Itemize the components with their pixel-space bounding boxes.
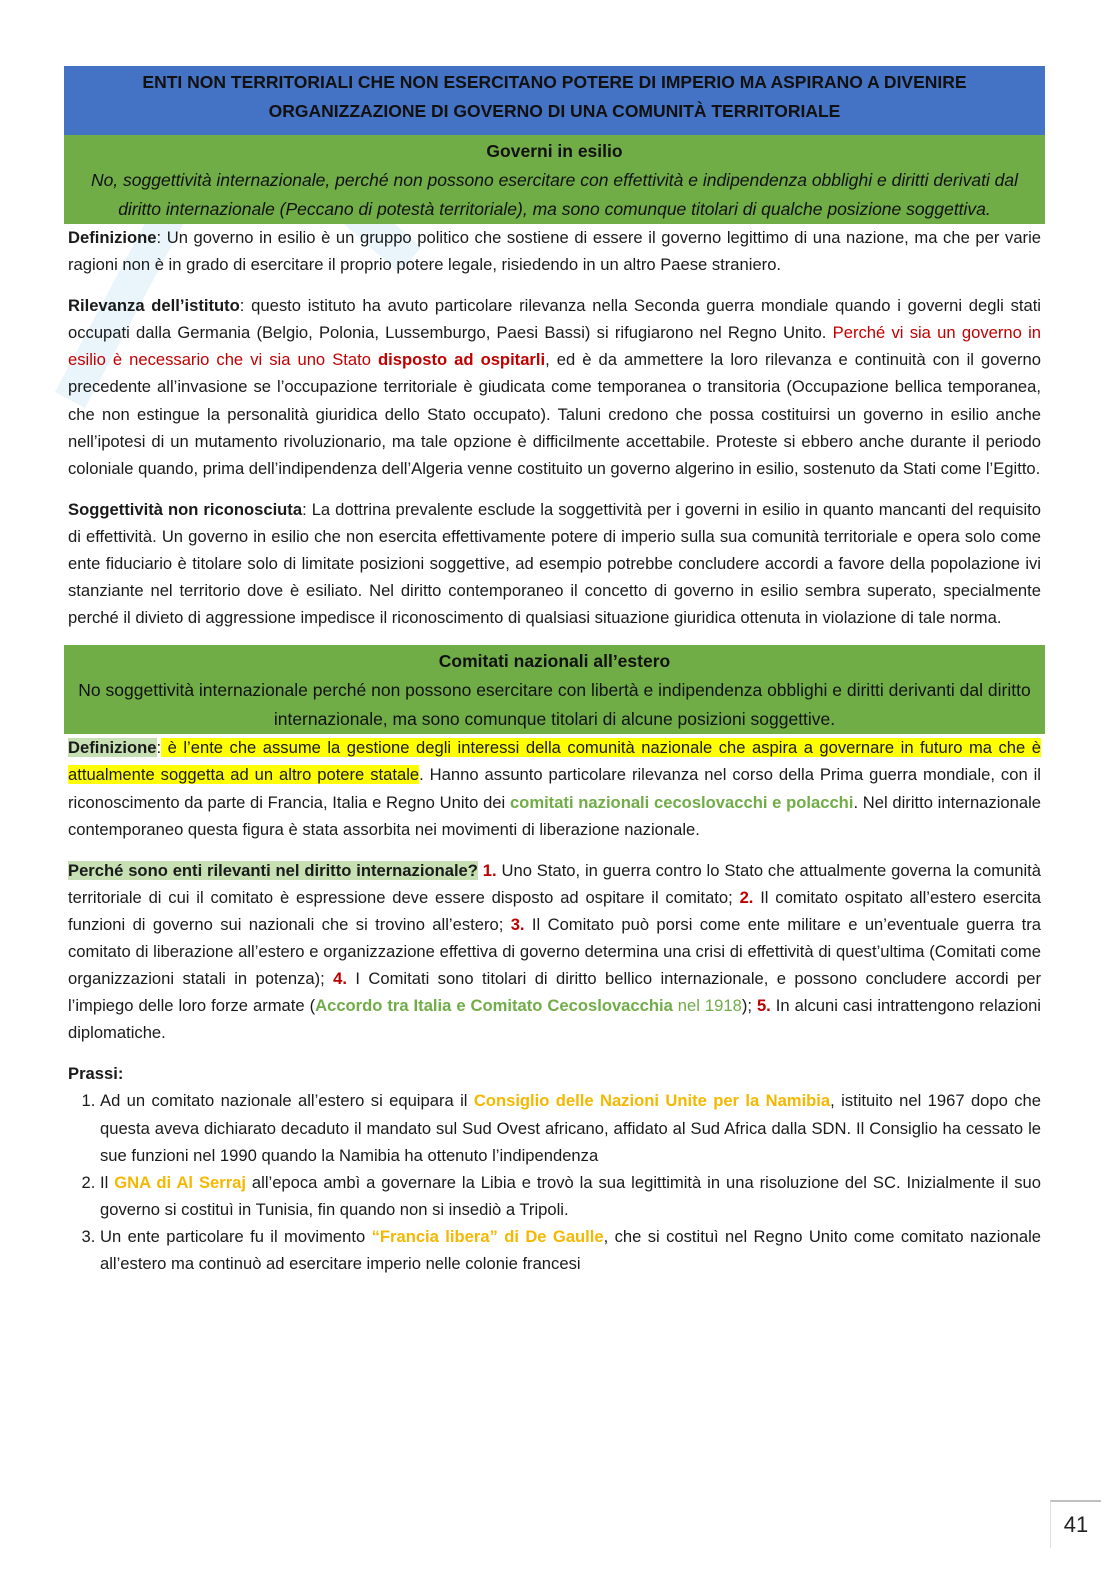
rilevanza-red-text: Perché vi sia un governo in esilio è necessario che vi sia uno Stato	[68, 323, 1041, 370]
point-4-text: I Comitati sono titolari di diritto bellico internazionale, e possono concludere accordi per l’impiego delle loro forze armate (	[68, 969, 1042, 1016]
accordo-year: nel 1918	[672, 996, 742, 1016]
point-4-end: );	[741, 996, 757, 1016]
document-page	[64, 66, 1045, 1277]
item-1-orange: Consiglio delle Nazioni Unite per la Namibia	[473, 1091, 831, 1111]
point-1-text: Uno Stato, in guerra contro lo Stato che attualmente governa la comunità territoriale di cui il comitato è espressione deve essere disposto ad ospitare il comitato;	[68, 860, 1042, 907]
governi-esilio-subtitle: No, soggettività internazionale, perché non possono esercitare con effettività e indipendenza obblighi e diritti derivati dal diritto internazionale (Peccano di potestà territoriale), ma sono comunque titolari di qualche posizione soggettiva.	[90, 170, 1019, 219]
rilevanza-paragraph	[64, 292, 1045, 482]
soggettivita-label: Soggettività non riconosciuta	[68, 499, 303, 519]
comitati-definizione-paragraph	[64, 734, 1045, 842]
rilevanza-text-1: : questo istituto ha avuto particolare rilevanza nella Seconda guerra mondiale quando i governi degli stati occupati dalla Germania (Belgio, Polonia, Lussemburgo, Paesi Bassi) si rifugiarono nel Regno Unito.	[68, 296, 1041, 343]
rilevanza-text-2: , ed è da ammettere la loro rilevanza e continuità con il governo precedente all’invasione se l’occupazione territoriale è giudicata come temporanea o transitoria (Occupazione bellica temporanea, che non estingue la personalità giuridica dello Stato occupato). Taluni credono che possa costituirsi un governo in esilio anche nell’ipotesi di un mutamento rivoluzionario, ma tale opzione è difficilmente accettabile. Proteste si ebbero anche durante il periodo coloniale quando, prima dell’indipendenza dell’Algeria venne costituito un governo algerino in esilio, sostenuto da Stati come l’Egitto.	[68, 350, 1041, 478]
point-3: 3.	[510, 914, 525, 934]
soggettivita-text: : La dottrina prevalente esclude la soggettività per i governi in esilio in quanto mancanti del requisito di effettività. Un governo in esilio che non esercita effettivamente potere di imperio sulla sua comunità territoriale e opera solo come ente fiduciario è titolare solo di limitate posizioni soggettive, ad esempio potrebbe concludere accordi a favore della popolazione ivi stanziante nel territorio dove è esiliato. Nel diritto contemporaneo il concetto di governo in esilio sembra superato, specialmente perché il divieto di aggressione impedisce il riconoscimento di qualsiasi situazione giuridica ottenuta in violazione di tale norma.	[68, 499, 1041, 628]
list-item	[100, 1169, 1041, 1223]
item-2-text-b: all’epoca ambì a governare la Libia e trovò la sua legittimità in una risoluzione del SC. Inizialmente il suo governo si costituì in Tunisia, fin quando non si insediò a Tripoli.	[100, 1172, 1041, 1219]
item-3-text-a: Un ente particolare fu il movimento	[100, 1226, 372, 1246]
comitati-text-2: . Nel diritto internazionale contemporaneo questa figura è stata assorbita nei movimenti di liberazione nazionale.	[68, 792, 1041, 839]
point-4: 4.	[333, 969, 347, 989]
governi-esilio-box	[64, 135, 1045, 224]
section-banner	[64, 66, 1045, 135]
item-2-orange: GNA di Al Serraj	[114, 1172, 246, 1192]
comitati-subtitle: No soggettività internazionale perché non possono esercitare con libertà e indipendenza obblighi e diritti derivanti dal diritto internazionale, ma sono comunque titolari di alcune posizioni soggettive.	[78, 680, 1031, 730]
governi-esilio-title: Governi in esilio	[486, 141, 623, 161]
banner-line-2: ORGANIZZAZIONE DI GOVERNO DI UNA COMUNITÀ TERRITORIALE	[268, 101, 841, 121]
prassi-list	[64, 1087, 1045, 1277]
comitati-box	[64, 645, 1045, 734]
rilevanza-label: Rilevanza dell’istituto	[68, 296, 240, 316]
point-5-text: In alcuni casi intrattengono relazioni diplomatiche.	[68, 996, 1041, 1043]
item-1-text-b: , istituito nel 1967 dopo che questa aveva dichiarato decaduto il mandato sul Sud Ovest africano, affidato al Sud Africa dalla SDN. Il Consiglio ha cessato le sue funzioni nel 1990 quando la Namibia ha ottenuto l’indipendenza	[100, 1091, 1041, 1165]
comitati-title: Comitati nazionali all’estero	[438, 651, 671, 672]
rilevanti-paragraph	[64, 857, 1045, 1047]
comitati-green-text: comitati nazionali cecoslovacchi e polacchi	[509, 792, 854, 812]
prassi-heading	[64, 1060, 1045, 1087]
comitati-text-1: . Hanno assunto particolare rilevanza nel corso della Prima guerra mondiale, con il riconoscimento da parte di Francia, Italia e Regno Unito dei	[68, 765, 1041, 812]
point-2-text: Il comitato ospitato all’estero esercita funzioni di governo sui nazionali che si trovino all’estero;	[68, 887, 1042, 934]
point-1: 1.	[477, 860, 497, 880]
item-3-orange: “Francia libera” di De Gaulle	[371, 1226, 604, 1246]
prassi-label: Prassi:	[68, 1064, 124, 1084]
rilevanti-question: Perché sono enti rilevanti nel diritto internazionale?	[68, 860, 478, 880]
item-1-text-a: Ad un comitato nazionale all’estero si equipara il	[100, 1091, 474, 1111]
highlighted-definition: è l’ente che assume la gestione degli interessi della comunità nazionale che aspira a governare in futuro ma che è attualmente soggetta ad un altro potere statale	[68, 738, 1041, 785]
list-item	[100, 1087, 1041, 1168]
item-2-text-a: Il	[100, 1172, 115, 1192]
definizione-label: Definizione	[68, 228, 157, 247]
soggettivita-paragraph	[64, 496, 1045, 631]
banner-line-1: ENTI NON TERRITORIALI CHE NON ESERCITANO POTERE DI IMPERIO MA ASPIRANO A DIVENIRE	[142, 72, 967, 92]
accordo-green: Accordo tra Italia e Comitato Cecoslovacchia	[315, 996, 673, 1016]
point-3-text: Il Comitato può porsi come ente militare e un’eventuale guerra tra comitato di liberazione all’estero e organizzazione effettiva di governo determina una crisi di effettività di quest’ultima (Comitati come organizzazioni statali in potenza);	[68, 914, 1041, 989]
page-number: 41	[1050, 1500, 1101, 1548]
rilevanza-red-bold: disposto ad ospitarli	[377, 350, 546, 370]
definizione-text: : Un governo in esilio è un gruppo politico che sostiene di essere il governo legittimo di una nazione, ma che per varie ragioni non è in grado di esercitare il proprio potere legale, risiedendo in un altro Paese straniero.	[68, 228, 1041, 275]
point-2: 2.	[739, 887, 754, 907]
item-3-text-b: , che si costituì nel Regno Unito come comitato nazionale all’estero ma continuò ad esercitare imperio nelle colonie francesi	[100, 1226, 1041, 1273]
colon: :	[156, 738, 162, 758]
comitati-definizione-label: Definizione	[68, 738, 157, 758]
definizione-paragraph	[64, 224, 1045, 278]
point-5: 5.	[756, 996, 771, 1016]
list-item	[100, 1223, 1041, 1277]
